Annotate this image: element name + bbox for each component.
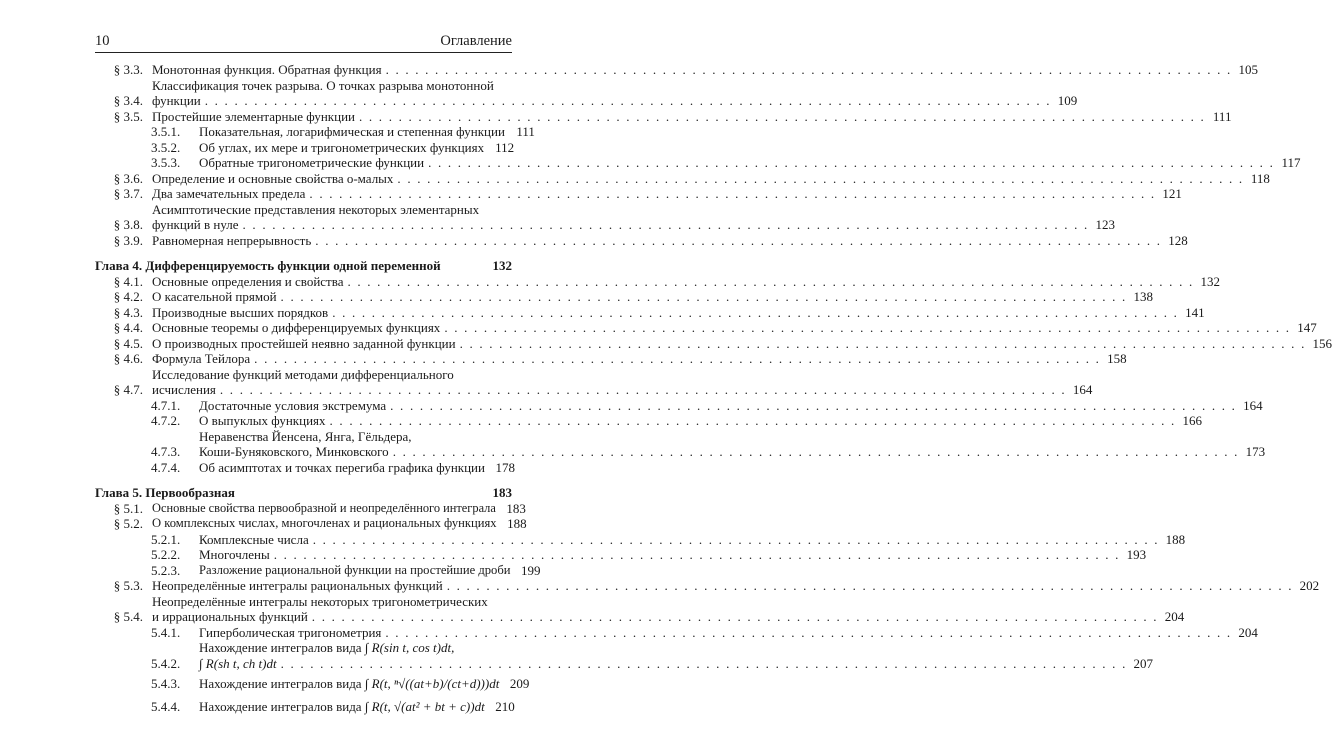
toc-entry[interactable]: 5.4.1. Гиперболическая тригонометрия . . . 204 xyxy=(95,625,512,641)
toc-entry[interactable]: 5.4.4. Нахождение интегралов вида ∫ R(t, √(at² + bt + c))dt 210 xyxy=(151,698,515,714)
toc-entry[interactable]: § 3.9. Равномерная непрерывность . . . 128 xyxy=(95,233,512,249)
formula: ∫ R(sh t, ch t)dt xyxy=(199,655,277,671)
toc-entry[interactable]: 3.5.3. Обратные тригонометрические функции . . . 117 xyxy=(95,155,512,171)
formula: ∫ R(sin t, cos t)dt, xyxy=(364,640,455,655)
toc-entry[interactable]: § 4.4. Основные теоремы о дифференцируемых функциях . . . 147 xyxy=(95,320,512,336)
toc-entry[interactable]: § 3.4. Классификация точек разрыва. О точках разрыва монотонной функции . . . 109 xyxy=(95,78,512,109)
chapter-heading[interactable]: Глава 4. Дифференцируемость функции одной переменной 132 xyxy=(95,258,512,273)
toc-entry[interactable]: 4.7.1. Достаточные условия экстремума . . . 164 xyxy=(95,398,512,414)
toc-entry[interactable]: § 4.7. Исследование функций методами дифференциального исчисления . . . 164 xyxy=(95,367,512,398)
toc-entry[interactable]: 4.7.3. Неравенства Йенсена, Янга, Гёльдера, Коши-Буняковского, Минковского . . . 173 xyxy=(95,429,512,460)
toc-entry[interactable]: 5.4.2. Нахождение интегралов вида ∫ R(sin t, cos t)dt, ∫ R(sh t, ch t)dt . . . 207 xyxy=(95,640,512,671)
toc-entry[interactable]: § 5.1. Основные свойства первообразной и неопределённого интеграла 183 xyxy=(113,500,526,516)
table-of-contents xyxy=(95,62,1332,714)
toc-entry[interactable]: § 4.1. Основные определения и свойства . . . 132 xyxy=(95,274,512,290)
toc-entry[interactable]: § 3.7. Два замечательных предела . . . 121 xyxy=(95,186,512,202)
toc-entry[interactable]: § 4.6. Формула Тейлора . . . 158 xyxy=(95,351,512,367)
formula: ∫ R(t, √(at² + bt + c))dt xyxy=(364,698,485,714)
toc-entry[interactable]: § 5.2. О комплексных числах, многочленах и рациональных функциях 188 xyxy=(113,516,527,531)
toc-entry[interactable]: 5.2.2. Многочлены . . . 193 xyxy=(95,547,512,563)
toc-entry[interactable]: 3.5.1. Показательная, логарифмическая и степенная функции 111 xyxy=(151,124,535,139)
toc-entry[interactable]: 4.7.2. О выпуклых функциях . . . 166 xyxy=(95,413,512,429)
toc-entry[interactable]: § 3.5. Простейшие элементарные функции . . . 111 xyxy=(95,109,512,125)
toc-entry[interactable]: § 3.6. Определение и основные свойства o-малых . . . 118 xyxy=(95,171,512,187)
toc-entry[interactable]: 4.7.4. Об асимптотах и точках перегиба графика функции 178 xyxy=(151,459,515,475)
toc-entry[interactable]: § 5.4. Неопределённые интегралы некоторых тригонометрических и иррациональных функций . . . 204 xyxy=(95,594,512,625)
page-number: 10 xyxy=(95,33,110,49)
toc-entry[interactable]: 5.4.3. Нахождение интегралов вида ∫ R(t, ⁿ√((at+b)/(ct+d)))dt 209 xyxy=(151,676,530,691)
chapter-heading[interactable]: Глава 5. Первообразная 183 xyxy=(95,485,512,500)
formula: ∫ R(t, ⁿ√((at+b)/(ct+d)))dt xyxy=(364,676,500,691)
toc-entry[interactable]: § 5.3. Неопределённые интегралы рациональных функций . . . 202 xyxy=(95,578,512,594)
toc-entry[interactable]: 5.2.1. Комплексные числа . . . 188 xyxy=(95,532,512,548)
toc-entry[interactable]: 5.2.3. Разложение рациональной функции на простейшие дроби 199 xyxy=(151,562,541,578)
toc-entry[interactable]: § 3.8. Асимптотические представления некоторых элементарных функций в нуле . . . 123 xyxy=(95,202,512,233)
toc-entry[interactable]: § 4.3. Производные высших порядков . . . 141 xyxy=(95,305,512,321)
toc-entry[interactable]: § 4.5. О производных простейшей неявно заданной функции . . . 156 xyxy=(95,336,512,352)
toc-entry[interactable]: § 3.3. Монотонная функция. Обратная функция . . . 105 xyxy=(95,62,512,78)
toc-entry[interactable]: 3.5.2. Об углах, их мере и тригонометрических функциях 112 xyxy=(151,139,515,155)
toc-entry[interactable]: § 4.2. О касательной прямой . . . 138 xyxy=(95,289,512,305)
header-rule xyxy=(95,52,512,53)
running-title: Оглавление xyxy=(440,33,512,49)
